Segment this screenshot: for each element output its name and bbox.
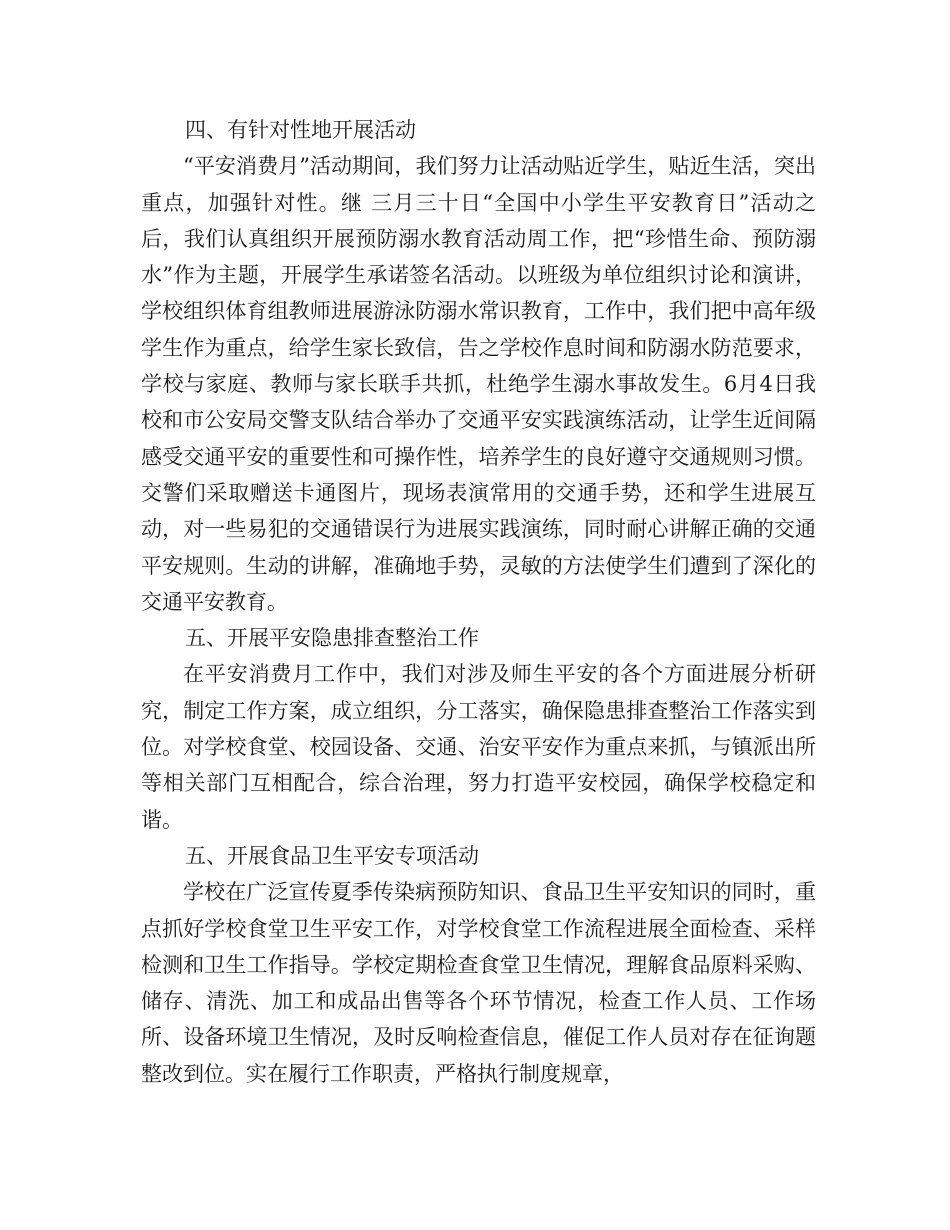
section-paragraph: 学校在广泛宣传夏季传染病预防知识、食品卫生平安知识的同时，重点抓好学校食堂卫生平安工作，对学校食堂工作流程进展全面检查、采样检测和卫生工作指导。学校定期检查食堂卫生情况，理解食品原料采购、储存、清洗、加工和成品出售等各个环节情况，检查工作人员、工作场所、设备环境卫生情况，及时反响检查信息，催促工作人员对存在征询题整改到位。实在履行工作职责，严格执行制度规章， xyxy=(141,880,816,1086)
section-paragraph: 在平安消费月工作中，我们对涉及师生平安的各个方面进展分析研究，制定工作方案，成立组织，分工落实，确保隐患排查整治工作落实到位。对学校食堂、校园设备、交通、治安平安作为重点来抓，与镇派出所等相关部门互相配合，综合治理，努力打造平安校园，确保学校稳定和谐。 xyxy=(141,662,816,832)
section-heading: 五、开展平安隐患排查整治工作 xyxy=(185,626,479,651)
section-heading: 五、开展食品卫生平安专项活动 xyxy=(185,843,479,868)
section-heading: 四、有针对性地开展活动 xyxy=(185,118,416,142)
document-page xyxy=(141,112,816,1092)
section-paragraph: “平安消费月”活动期间，我们努力让活动贴近学生，贴近生活，突出重点，加强针对性。继 三月三十日“全国中小学生平安教育日”活动之后，我们认真组织开展预防溺水教育活动周工作，把“珍惜生命、预防溺水”作为主题，开展学生承诺签名活动。以班级为单位组织讨论和演讲，学校组织体育组教师进展游泳防溺水常识教育，工作中，我们把中高年级学生作为重点，给学生家长致信，告之学校作息时间和防溺水防范要求，学校与家庭、教师与家长联手共抓，杜绝学生溺水事故发生。6月4日我校和市公安局交警支队结合举办了交通平安实践演练活动，让学生近间隔感受交通平安的重要性和可操作性，培养学生的良好遵守交通规则习惯。交警们采取赠送卡通图片，现场表演常用的交通手势，还和学生进展互动，对一些易犯的交通错误行为进展实践演练，同时耐心讲解正确的交通平安规则。生动的讲解，准确地手势，灵敏的方法使学生们遭到了深化的交通平安教育。 xyxy=(141,154,816,614)
